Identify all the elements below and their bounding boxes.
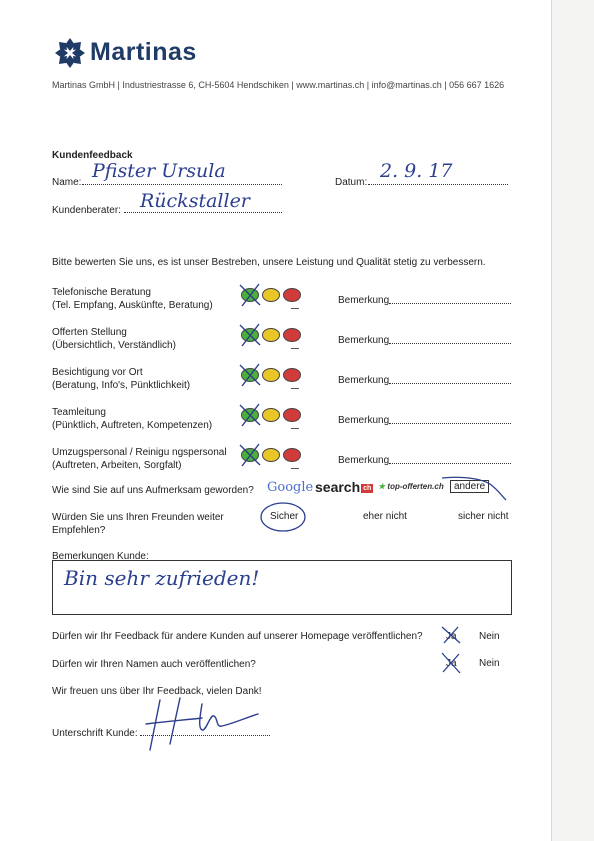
rating-label-line2: (Übersichtlich, Verständlich) <box>52 340 176 351</box>
rating-label-line2: (Pünktlich, Auftreten, Kompetenzen) <box>52 420 213 431</box>
rating-label <box>52 286 213 312</box>
remark-label: Bemerkung <box>338 375 390 386</box>
remark-line[interactable] <box>389 452 511 464</box>
source-question: Wie sind Sie auf uns Aufmerksam geworden? <box>52 485 254 496</box>
publish-feedback-yes[interactable]: Ja <box>446 631 457 642</box>
rating-cross-mark-icon <box>237 442 263 468</box>
neutral-smiley-icon[interactable] <box>262 328 280 342</box>
recommend-question-line1: Würden Sie uns Ihren Freunden weiter <box>52 512 224 523</box>
source-search-badge: ch <box>363 484 372 492</box>
form-title: Kundenfeedback <box>52 150 133 161</box>
bad-smiley-icon[interactable] <box>283 448 301 462</box>
recommend-question-line2: Empfehlen? <box>52 525 106 536</box>
signature-drawing <box>140 694 265 754</box>
name-label: Name: <box>52 177 82 188</box>
bad-smiley-icon[interactable] <box>283 328 301 342</box>
publish-feedback-no[interactable]: Nein <box>479 631 500 642</box>
rating-label-line2: (Auftreten, Arbeiten, Sorgfalt) <box>52 460 182 471</box>
source-search-option[interactable] <box>315 479 373 495</box>
date-label: Datum: <box>335 177 368 188</box>
recommend-option-sicher[interactable]: Sicher <box>270 511 299 522</box>
rating-label-line1: Umzugspersonal / Reinigu ngspersonal <box>52 447 227 458</box>
publish-name-yes[interactable]: Ja <box>446 658 457 669</box>
rating-label <box>52 446 227 472</box>
intro-text: Bitte bewerten Sie uns, es ist unser Bestreben, unsere Leistung und Qualität stetig zu verbessern. <box>52 257 486 268</box>
bad-smiley-icon[interactable] <box>283 368 301 382</box>
remark-label: Bemerkung <box>338 415 390 426</box>
rating-dash <box>291 348 299 349</box>
customer-remarks-value: Bin sehr zufrieden! <box>64 566 260 590</box>
rating-label-line2: (Tel. Empfang, Auskünfte, Beratung) <box>52 300 213 311</box>
rating-label-line1: Offerten Stellung <box>52 327 127 338</box>
rating-dash <box>291 388 299 389</box>
recommend-question <box>52 511 224 537</box>
rating-cross-mark-icon <box>237 282 263 308</box>
address-line: Martinas GmbH | Industriestrasse 6, CH-5604 Hendschiken | www.martinas.ch | info@martinas.ch | 056 667 1626 <box>52 80 505 90</box>
date-value: 2. 9. 17 <box>380 160 453 182</box>
brand-name: Martinas <box>90 38 197 66</box>
rating-label <box>52 366 190 392</box>
publish-name-question: Dürfen wir Ihren Namen auch veröffentlichen? <box>52 659 256 670</box>
publish-name-no[interactable]: Nein <box>479 658 500 669</box>
rating-cross-mark-icon <box>237 362 263 388</box>
remark-line[interactable] <box>389 292 511 304</box>
signature-label: Unterschrift Kunde: <box>52 728 138 739</box>
rating-dash <box>291 428 299 429</box>
source-topofferten-option[interactable] <box>378 482 444 491</box>
publish-feedback-cross-icon <box>440 625 462 645</box>
rating-label-line2: (Beratung, Info's, Pünktlichkeit) <box>52 380 191 391</box>
publish-feedback-question: Dürfen wir Ihr Feedback für andere Kunden auf unserer Homepage veröffentlichen? <box>52 631 423 642</box>
rating-label <box>52 326 176 352</box>
martinas-logo-icon <box>54 37 86 69</box>
customer-remarks-label: Bemerkungen Kunde: <box>52 551 149 562</box>
bad-smiley-icon[interactable] <box>283 288 301 302</box>
source-other-label: andere <box>454 481 486 492</box>
remark-label: Bemerkung <box>338 455 390 466</box>
rating-label-line1: Teamleitung <box>52 407 106 418</box>
topofferten-star-icon: ★ <box>378 482 386 491</box>
source-topofferten-label: top-offerten.ch <box>387 482 444 491</box>
bad-smiley-icon[interactable] <box>283 408 301 422</box>
recommend-option-eher-nicht[interactable]: eher nicht <box>363 511 407 522</box>
rating-dash <box>291 468 299 469</box>
source-google-option[interactable] <box>267 480 313 495</box>
neutral-smiley-icon[interactable] <box>262 408 280 422</box>
neutral-smiley-icon[interactable] <box>262 448 280 462</box>
rating-cross-mark-icon <box>237 322 263 348</box>
remark-label: Bemerkung <box>338 295 390 306</box>
recommend-option-sicher-nicht[interactable]: sicher nicht <box>458 511 509 522</box>
remark-line[interactable] <box>389 412 511 424</box>
remark-line[interactable] <box>389 332 511 344</box>
remark-line[interactable] <box>389 372 511 384</box>
rating-label <box>52 406 212 432</box>
source-search-label: search <box>315 479 361 495</box>
advisor-value: Rückstaller <box>140 190 250 212</box>
recommend-circle-mark-icon <box>258 500 308 534</box>
rating-cross-mark-icon <box>237 402 263 428</box>
rating-label-line1: Besichtigung vor Ort <box>52 367 143 378</box>
neutral-smiley-icon[interactable] <box>262 288 280 302</box>
rating-label-line1: Telefonische Beratung <box>52 287 151 298</box>
source-other-mark-icon <box>440 474 510 502</box>
thanks-text: Wir freuen uns über Ihr Feedback, vielen Dank! <box>52 686 262 697</box>
rating-dash <box>291 308 299 309</box>
remark-label: Bemerkung <box>338 335 390 346</box>
neutral-smiley-icon[interactable] <box>262 368 280 382</box>
advisor-label: Kundenberater: <box>52 205 121 216</box>
name-value: Pfister Ursula <box>92 160 226 182</box>
source-google-label: Google <box>267 480 314 495</box>
publish-name-cross-icon <box>440 651 462 675</box>
